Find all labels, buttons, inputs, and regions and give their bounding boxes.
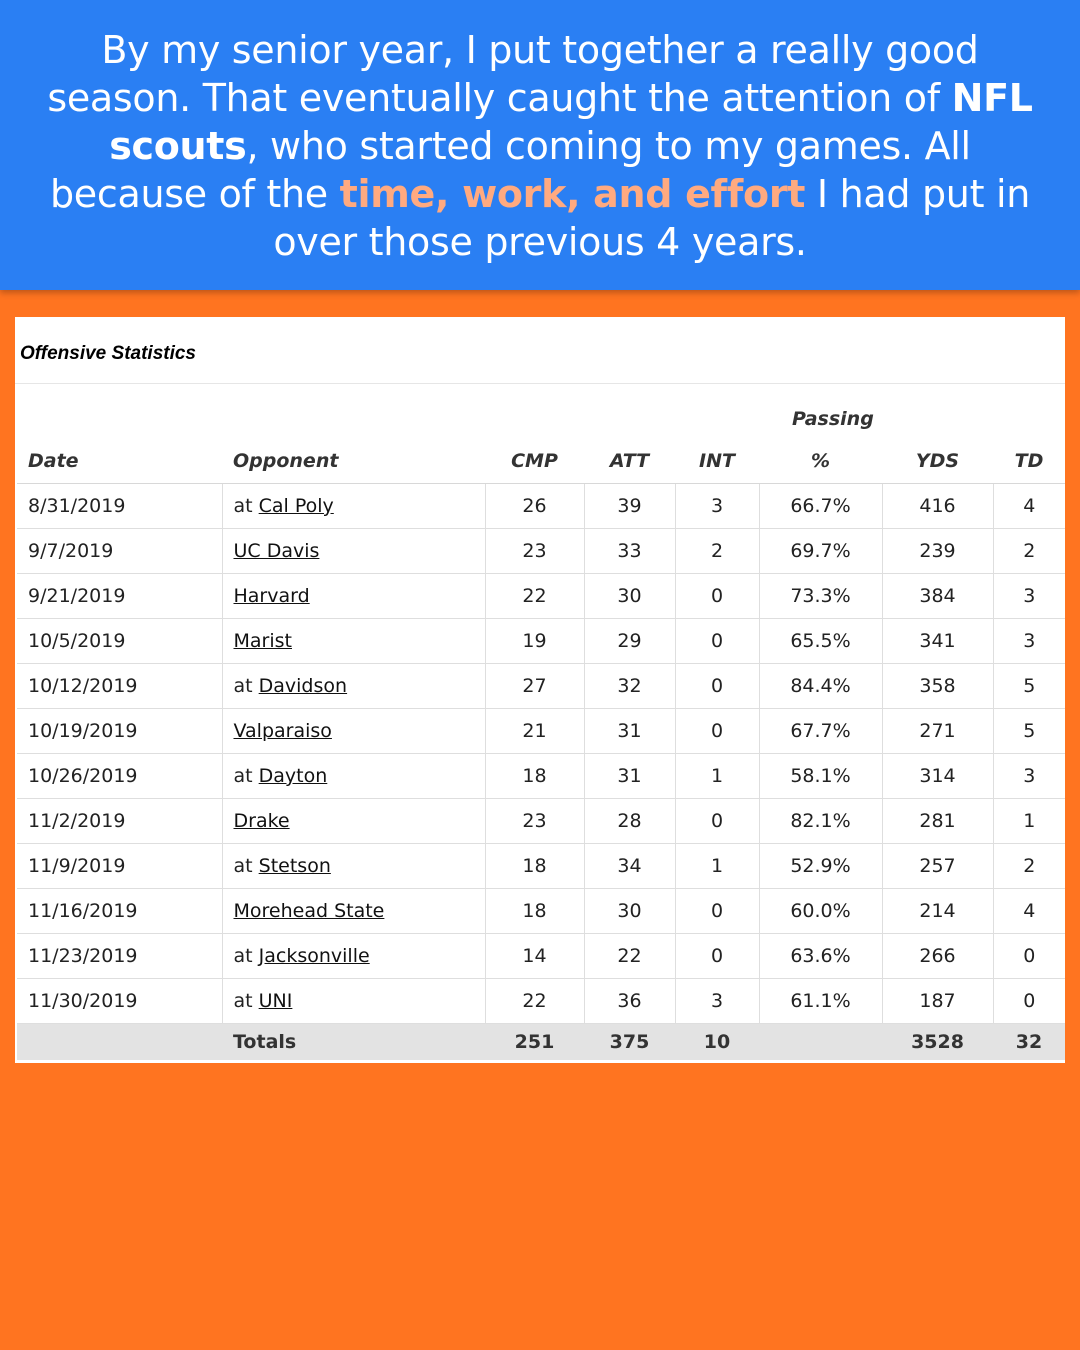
cell-td: 3 xyxy=(993,574,1065,619)
cell-cmp: 26 xyxy=(485,484,584,529)
cell-int: 3 xyxy=(675,979,759,1024)
banner-text-part: I had put in over those previous 4 years. xyxy=(273,172,1031,264)
totals-int: 10 xyxy=(675,1024,759,1061)
cell-int: 3 xyxy=(675,484,759,529)
cell-int: 0 xyxy=(675,619,759,664)
cell-cmp: 14 xyxy=(485,934,584,979)
stats-panel xyxy=(15,317,1065,1063)
cell-yds: 187 xyxy=(882,979,993,1024)
banner-highlight-effort: time, work, and effort xyxy=(339,172,806,216)
cell-int: 0 xyxy=(675,799,759,844)
totals-att: 375 xyxy=(584,1024,675,1061)
cell-att: 32 xyxy=(584,664,675,709)
cell-td: 2 xyxy=(993,529,1065,574)
cell-int: 0 xyxy=(675,889,759,934)
offensive-stats-table xyxy=(17,400,1065,1060)
totals-row xyxy=(17,1024,1065,1061)
cell-cmp: 18 xyxy=(485,889,584,934)
cell-td: 1 xyxy=(993,799,1065,844)
cell-opponent xyxy=(222,664,485,709)
cell-date: 11/16/2019 xyxy=(17,889,222,934)
cell-opponent xyxy=(222,484,485,529)
cell-yds: 214 xyxy=(882,889,993,934)
cell-int: 1 xyxy=(675,754,759,799)
cell-opponent xyxy=(222,799,485,844)
opponent-prefix: at xyxy=(233,855,259,877)
opponent-link[interactable]: Davidson xyxy=(258,675,348,697)
cell-cmp: 22 xyxy=(485,979,584,1024)
cell-opponent xyxy=(222,529,485,574)
cell-td: 0 xyxy=(993,979,1065,1024)
cell-pct: 84.4% xyxy=(759,664,882,709)
opponent-link[interactable]: UNI xyxy=(258,990,293,1012)
cell-int: 0 xyxy=(675,934,759,979)
cell-int: 0 xyxy=(675,574,759,619)
column-header-int: INT xyxy=(675,438,759,484)
cell-int: 1 xyxy=(675,844,759,889)
cell-att: 30 xyxy=(584,889,675,934)
totals-td: 32 xyxy=(993,1024,1065,1061)
opponent-link[interactable]: Cal Poly xyxy=(258,495,334,517)
cell-opponent xyxy=(222,709,485,754)
cell-yds: 416 xyxy=(882,484,993,529)
banner-highlight-nfl-scouts: NFL scouts xyxy=(109,76,1033,168)
table-row xyxy=(17,934,1065,979)
opponent-link[interactable]: Stetson xyxy=(258,855,331,877)
cell-att: 28 xyxy=(584,799,675,844)
cell-cmp: 18 xyxy=(485,754,584,799)
cell-td: 4 xyxy=(993,484,1065,529)
cell-yds: 271 xyxy=(882,709,993,754)
cell-pct: 60.0% xyxy=(759,889,882,934)
totals-yds: 3528 xyxy=(882,1024,993,1061)
opponent-prefix: at xyxy=(233,945,259,967)
cell-td: 4 xyxy=(993,889,1065,934)
table-row xyxy=(17,664,1065,709)
cell-date: 9/7/2019 xyxy=(17,529,222,574)
cell-pct: 58.1% xyxy=(759,754,882,799)
cell-cmp: 19 xyxy=(485,619,584,664)
cell-cmp: 23 xyxy=(485,529,584,574)
cell-att: 36 xyxy=(584,979,675,1024)
opponent-link[interactable]: UC Davis xyxy=(233,540,320,562)
cell-date: 10/5/2019 xyxy=(17,619,222,664)
column-header-att: ATT xyxy=(584,438,675,484)
cell-date: 11/9/2019 xyxy=(17,844,222,889)
cell-td: 0 xyxy=(993,934,1065,979)
cell-date: 11/2/2019 xyxy=(17,799,222,844)
table-row xyxy=(17,979,1065,1024)
opponent-link[interactable]: Dayton xyxy=(258,765,328,787)
cell-pct: 67.7% xyxy=(759,709,882,754)
cell-pct: 63.6% xyxy=(759,934,882,979)
cell-date: 8/31/2019 xyxy=(17,484,222,529)
cell-att: 31 xyxy=(584,709,675,754)
cell-att: 39 xyxy=(584,484,675,529)
cell-opponent xyxy=(222,619,485,664)
cell-date: 10/19/2019 xyxy=(17,709,222,754)
cell-pct: 61.1% xyxy=(759,979,882,1024)
column-header-yds: YDS xyxy=(882,438,993,484)
totals-cmp: 251 xyxy=(485,1024,584,1061)
cell-date: 11/30/2019 xyxy=(17,979,222,1024)
opponent-link[interactable]: Drake xyxy=(233,810,290,832)
cell-int: 2 xyxy=(675,529,759,574)
cell-cmp: 27 xyxy=(485,664,584,709)
cell-pct: 73.3% xyxy=(759,574,882,619)
group-header-row xyxy=(17,400,1065,438)
table-row xyxy=(17,619,1065,664)
cell-pct: 66.7% xyxy=(759,484,882,529)
cell-yds: 384 xyxy=(882,574,993,619)
cell-opponent xyxy=(222,574,485,619)
cell-date: 10/26/2019 xyxy=(17,754,222,799)
cell-att: 31 xyxy=(584,754,675,799)
column-header-row xyxy=(17,438,1065,484)
cell-yds: 266 xyxy=(882,934,993,979)
banner-text xyxy=(40,26,1040,266)
column-header-pct: % xyxy=(759,438,882,484)
cell-yds: 239 xyxy=(882,529,993,574)
cell-opponent xyxy=(222,934,485,979)
cell-cmp: 21 xyxy=(485,709,584,754)
passing-group-header: Passing xyxy=(792,408,874,430)
table-row xyxy=(17,709,1065,754)
cell-att: 29 xyxy=(584,619,675,664)
table-row xyxy=(17,529,1065,574)
cell-yds: 314 xyxy=(882,754,993,799)
cell-att: 34 xyxy=(584,844,675,889)
column-header-td: TD xyxy=(993,438,1065,484)
cell-yds: 341 xyxy=(882,619,993,664)
opponent-prefix: at xyxy=(233,675,259,697)
cell-cmp: 23 xyxy=(485,799,584,844)
table-row xyxy=(17,889,1065,934)
totals-pct xyxy=(759,1024,882,1061)
column-header-date: Date xyxy=(17,438,222,484)
table-row xyxy=(17,844,1065,889)
cell-int: 0 xyxy=(675,664,759,709)
cell-opponent xyxy=(222,754,485,799)
cell-td: 3 xyxy=(993,754,1065,799)
cell-td: 5 xyxy=(993,664,1065,709)
cell-td: 3 xyxy=(993,619,1065,664)
header-banner xyxy=(0,0,1080,290)
cell-pct: 65.5% xyxy=(759,619,882,664)
cell-td: 5 xyxy=(993,709,1065,754)
opponent-link[interactable]: Morehead State xyxy=(233,900,385,922)
table-row xyxy=(17,574,1065,619)
table-row xyxy=(17,754,1065,799)
cell-pct: 52.9% xyxy=(759,844,882,889)
cell-pct: 82.1% xyxy=(759,799,882,844)
cell-td: 2 xyxy=(993,844,1065,889)
cell-opponent xyxy=(222,979,485,1024)
banner-text-part: By my senior year, I put together a really good season. That eventually caught the attention of xyxy=(47,28,979,120)
opponent-link[interactable]: Harvard xyxy=(233,585,310,607)
cell-pct: 69.7% xyxy=(759,529,882,574)
totals-label: Totals xyxy=(222,1024,485,1061)
table-body xyxy=(17,484,1065,1061)
cell-opponent xyxy=(222,889,485,934)
cell-yds: 281 xyxy=(882,799,993,844)
opponent-link[interactable]: Marist xyxy=(233,630,292,652)
cell-date: 9/21/2019 xyxy=(17,574,222,619)
table-row xyxy=(17,484,1065,529)
opponent-link[interactable]: Jacksonville xyxy=(258,945,370,967)
table-row xyxy=(17,799,1065,844)
opponent-prefix: at xyxy=(233,765,259,787)
opponent-link[interactable]: Valparaiso xyxy=(233,720,332,742)
banner-text-part: , who started coming to my games. All because of the xyxy=(49,124,971,216)
title-divider xyxy=(15,383,1065,384)
cell-att: 33 xyxy=(584,529,675,574)
table-title: Offensive Statistics xyxy=(20,343,197,364)
cell-cmp: 22 xyxy=(485,574,584,619)
cell-att: 30 xyxy=(584,574,675,619)
opponent-prefix: at xyxy=(233,990,259,1012)
column-header-opponent: Opponent xyxy=(222,438,485,484)
cell-date: 10/12/2019 xyxy=(17,664,222,709)
opponent-prefix: at xyxy=(233,495,259,517)
column-header-cmp: CMP xyxy=(485,438,584,484)
cell-yds: 358 xyxy=(882,664,993,709)
cell-att: 22 xyxy=(584,934,675,979)
cell-yds: 257 xyxy=(882,844,993,889)
cell-date: 11/23/2019 xyxy=(17,934,222,979)
cell-int: 0 xyxy=(675,709,759,754)
cell-opponent xyxy=(222,844,485,889)
cell-cmp: 18 xyxy=(485,844,584,889)
